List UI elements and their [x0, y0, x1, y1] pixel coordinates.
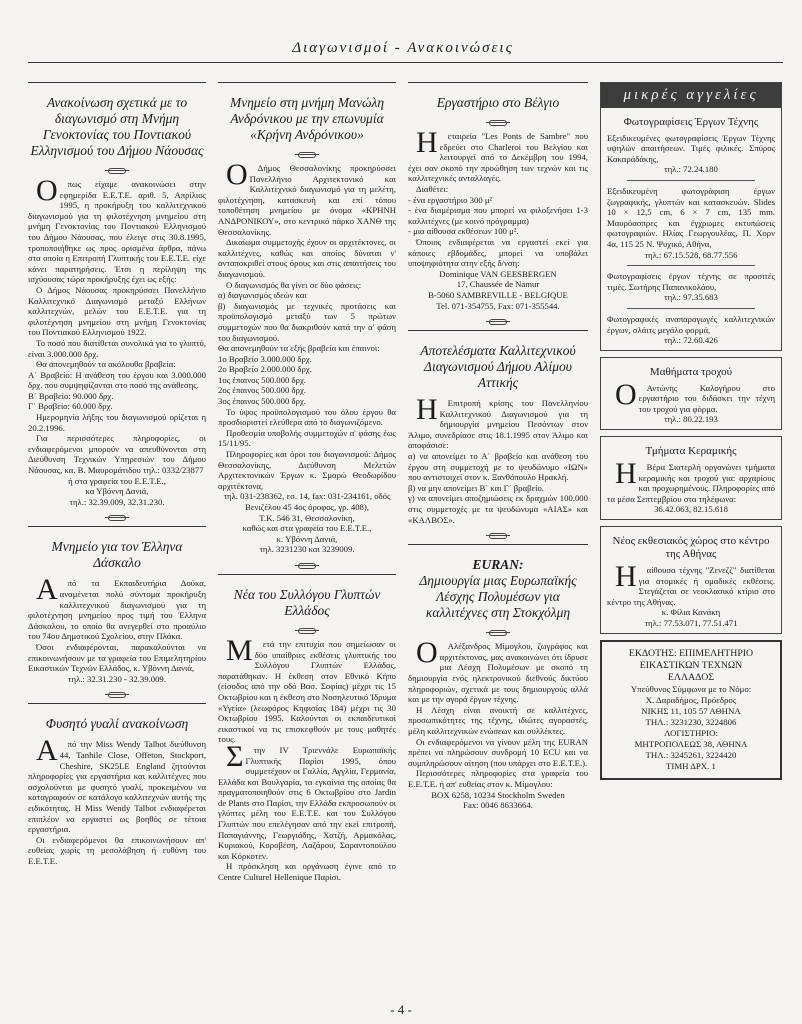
article-sculptors-association: [218, 574, 396, 883]
article-title: Εργαστήριο στο Βέλγιο: [436, 95, 560, 110]
contact-line: ή στα γραφεία του Ε.Ε.Τ.Ε.,: [68, 475, 166, 486]
article-title: Νέα του Συλλόγου Γλυπτών Ελλάδος: [233, 586, 381, 618]
contact-line: καθώς και στα γραφεία του Ε.Ε.Τ.Ε.,: [242, 523, 372, 534]
ad-entry: Ηαίθουσα τέχνης "Ζενεζζ" διατίθεται για ατομικές ή ομαδικές εκθέσεις. Στεγάζεται σε νεοκλασικό κτίριο στο κέντρο της Αθήνας.: [607, 560, 775, 607]
ad-phone: τηλ.: 72.60.426: [664, 335, 718, 346]
paragraph: Η πρόσκληση και οργάνωση έγινε από το Centre Culturel Hellenique Παρίσι.: [218, 861, 396, 883]
article-title: Μνημείο για τον Έλληνα Δάσκαλο: [51, 539, 183, 571]
paragraph: Το ύψος προϋπολογισμού του όλου έργου θα προσδιοριστεί ελεύθερα από το διαγωνιζόμενο.: [218, 406, 396, 428]
column-4-classifieds: [600, 82, 782, 780]
contact-line: Fax: 0046 8633664.: [463, 800, 533, 811]
ad-pottery-wheel: [600, 357, 782, 430]
article-euran: [408, 544, 588, 811]
paragraph: Δικαίωμα συμμετοχής έχουν οι αρχιτέκτονες, οι καλλιτέχνες, καθώς και οποίος δύναται ν' ανταποκριθεί στους όρους και στις απαιτήσεις του διαγωνισμού.: [218, 237, 396, 279]
paragraph: Β΄ Βραβείο: 90.000 δρχ.: [28, 390, 114, 401]
scroll-ornament-icon: [408, 317, 588, 326]
ad-title: Νέος εκθεσιακός χώρος στο κέντρο της Αθήνας: [612, 535, 770, 561]
scroll-ornament-icon: [28, 690, 206, 699]
list-item: - ένα διαμέρισμα που μπορεί να φιλοξενήσει 1-3 καλλιτέχνες (με κοινό πρόγραμμα): [408, 205, 588, 226]
article-teacher-monument: [28, 526, 206, 684]
ad-ceramics: [600, 436, 782, 520]
contact-line: 17, Chaussée de Namur: [456, 279, 540, 290]
paragraph: Οπως είχαμε ανακοινώσει στην εφημερίδα Ε.Ε.Τ.Ε. αριθ. 5, Απρίλιος 1995, η προκήρυξη του καλλιτεχνικού διαγωνισμού για τη φιλοτέχνηση μνημείου στη μνήμη Γενοκτονίας του Ποντιακού Ελληνισμού του Δήμου Νάουσας, που έλειγε στις 30.8.1995, τροποποιήθηκε ως προς ορισμένα άρθρα, πάνω στα οποία η Επιτροπή Γλυπτικής του Ε.Ε.Τ.Ε. είχε κάνει παρατηρήσεις. Έτσι η περίληψη της ισχύουσας τώρα προκήρυξης έχει ως εξής:: [28, 174, 206, 285]
paragraph: Θα απονεμηθούν τα εξής βραβεία και έπαινοι:: [218, 343, 380, 354]
publisher-line: ΤΗΛ.: 3231230, 3224806: [645, 716, 737, 727]
article-title: Δημιουργία μιας Ευρωπαϊκής Λέσχης Πολυμέσων για καλλιτέχνες στη Στοκχόλμη: [419, 573, 577, 621]
publisher-line: ΜΗΤΡΟΠΟΛΕΩΣ 38, ΑΘΗΝΑ: [634, 738, 748, 749]
paragraph: Μετά την επιτυχία που σημείωσαν οι δύο υπαίθριες εκθέσεις γλυπτικής του Συλλόγου Γλυπτών Ελλάδος, παρατάθηκαν. Η έκθεση στον Εθνικό Κήπο (είσοδος από την οδό Βασ. Σοφίας) μέχρι τις 15 Οκτωβρίου και η έκθεση στο Νοσηλευτικό Ίδρυμα «Υγεία» (λεωφόρος Κηφισίας 184) μέχρι τις 30 Οκτωβρίου 1995. Καλούνται οι εκπαιδευτικοί εικαστικοί να τις επισκεφθούν με τους μαθητές τους.: [218, 633, 396, 745]
classifieds-photo-box: [600, 82, 782, 351]
prize-line: 1ος έπαινος 500.000 δρχ.: [218, 374, 306, 385]
paragraph: Ο διαγωνισμός θα γίνει σε δύο φάσεις:: [226, 279, 362, 290]
publisher-line: ΕΚΔΟΤΗΣ: ΕΠΙΜΕΛΗΤΗΡΙΟ: [628, 647, 754, 659]
paragraph: Ηεταιρεία "Les Ponts de Sambre" που εδρεύει στο Charleroi του Βελγίου και λειτουργεί από το Δεκέμβρη του 1994, έχει σαν σκοπό την προώθηση των τεχνών και τις καλλιτεχνικές ανταλλαγές.: [408, 126, 588, 184]
paragraph: Θα απονεμηθούν τα ακόλουθα βραβεία:: [36, 359, 176, 370]
paragraph: Ημερομηνία λήξης του διαγωνισμού ορίζεται η 20.2.1996.: [28, 412, 206, 433]
ad-phone: 36.42.063, 82.15.618: [654, 504, 728, 515]
paragraph: Περισσότερες πληροφορίες στα γραφεία του Ε.Ε.Τ.Ε. ή απ' ευθείας στον κ. Μίμογλου:: [408, 768, 588, 789]
article-belgium-workshop: [408, 82, 588, 311]
list-item: γ) να απονείμει αποζημιώσεις εκ δραχμών 100.000 στις συμμετοχές με τα ψευδώνυμα «ΑΙΑΣ» και «ΚΑΛΒΟΣ».: [408, 493, 588, 525]
publisher-line: Υπεύθυνος Σύμφωνα με το Νόμο:: [630, 683, 752, 694]
classifieds-heading: μικρές αγγελίες: [601, 83, 781, 108]
publisher-line: ΕΙΚΑΣΤΙΚΩΝ ΤΕΧΝΩΝ: [639, 659, 743, 671]
ad-entry: Εξειδικευμένη φωτογράφιση έργων ζωγραφικής, γλυπτών και κατασκευών. Slides 10 × 12,5 cm, 6 × 7 cm, 135 mm. Μαυρόασπρες και έγχρωμες εκτυπώσεις φωτογραφιών. Ηλίας Γεωργουλέας, Π. Χορν 4α, 115 25 Ν. Ψυχικό, Αθήνα,: [607, 185, 775, 249]
paragraph: α) διαγωνισμός ιδεών και: [218, 290, 307, 301]
paragraph: Το ποσό που διατίθεται συνολικά για το γλυπτό, είναι 3.000.000 δρχ.: [28, 337, 206, 359]
divider: [627, 265, 755, 266]
paragraph: Διαθέτει:: [416, 183, 449, 194]
paragraph: Γ΄ Βραβείο: 60.000 δρχ.: [28, 401, 113, 412]
contact-line: B-5060 SAMBREVILLE - BELGIQUE: [428, 289, 568, 300]
paragraph: Στην IV Τριεννάλε Ευρωπαϊκής Γλυπτικής Παρίσι 1995, όπου συμμετέχουν οι Γαλλία, Αγγλία, Γερμανία, Ελλάδα και Βουλγαρία, τα εγκαίνια της οποίας θα πραγματοποιηθούν στις 6 Οκτωβρίου στο Jardin de Plants στο Παρίσι, την Ελλάδα εκπροσωπούν οι γλύπτες μέλη του Ε.Ε.Τ.Ε. και του Συλλόγου Γλυπτών που επελέγησαν από την εκεί επιτροπή, Παπαγιάννης, Γεωργιάδης, Χατζή, Αρμακόλας, Κυριακού, Κοροβέση, Λαζάρου, Σαραντοπούλου και Κόρκοτεν.: [218, 739, 396, 861]
ad-entry: Φωτογραφίσεις έργων τέχνης σε προσιτές τιμές. Σωτήρης Παπανικολάου,: [607, 271, 775, 292]
paragraph: Οι ενδιαφερόμενοι να γίνουν μέλη της EURAN πρέπει να πληρώσουν συνδρομή 10 ECU και να συμπληρώσουν αίτηση (που υπάρχει στο Ε.Ε.Τ.Ε.).: [408, 736, 588, 768]
ad-phone: τηλ.: 67.15.528, 68.77.556: [644, 249, 738, 260]
article-title: Φυσητό γυαλί ανακοίνωση: [45, 716, 189, 732]
publisher-line: ΤΗΛ.: 3245261, 3224420: [645, 749, 737, 760]
scroll-ornament-icon: [218, 561, 396, 570]
paragraph: Για περισσότερες πληροφορίες, οι ενδιαφερόμενοι μπορούν να απευθύνονται στη Διεύθυνση Τεχνικών Υπηρεσιών του Δήμου Νάουσας, κα. Β. Μαυρομάτιδου τηλ.: 0332/23877: [28, 433, 206, 476]
article-blown-glass: [28, 703, 206, 866]
publisher-line: Χ. Δαραδήμος, Πρόεδρος: [645, 694, 737, 705]
contact-line: BOX 6258, 10234 Stockholm Sweden: [431, 789, 565, 800]
article-title: Αποτελέσματα Καλλιτεχνικού Διαγωνισμού Δήμου Αλίμου Αττικής: [420, 343, 576, 391]
contact-phone: τηλ.: 32.39.009, 32.31.230.: [69, 496, 165, 507]
ad-phone: τηλ.: 97.35.683: [664, 292, 718, 303]
scroll-ornament-icon: [28, 513, 206, 522]
column-1: [28, 82, 206, 866]
contact-line: κα Υβόννη Δανιά,: [85, 486, 149, 497]
article-alimos-results: [408, 330, 588, 525]
paragraph: ΟΔήμος Θεσσαλονίκης προκηρύσσει Πανελλήνιο Αρχιτεκτονικό και Καλλιτεχνικό διαγωνισμό για τη μελέτη, φιλοτέχνηση, κατασκευή και επί τόπου τοποθέτηση μνημείου με όνομα «ΚΡΗΝΗ ΑΝΔΡΟΝΙΚΟΥ», στο κεντρικό πάρκο ΧΑΝΘ της Θεσσαλονίκης.: [218, 158, 396, 237]
ad-exhibition-space: [600, 526, 782, 634]
publisher-line: ΕΛΛΑΔΟΣ: [667, 671, 715, 683]
ad-phone: τηλ.: 80.22.193: [664, 414, 718, 425]
paragraph: Όποιος ενδιαφέρεται να εργαστεί εκεί για κάποιες εβδομάδες, μπορεί να υποβάλει υποψηφιότητα στην εξής δ/νση:: [408, 236, 588, 269]
paragraph: Πληροφορίες και όροι του διαγωνισμού: Δήμος Θεσσαλονίκης, Διεύθυνση Μελετών Αρχιτεκτονικών Έργων κ. Σμαρώ Θεοδωρίδου αρχιτέκτονα,: [218, 449, 396, 491]
ad-entry: Φωτογραφικές αναπαραγωγές καλλιτεχνικών έργων, σλάιτς μεγάλο φορμά,: [607, 313, 775, 335]
column-3: [408, 82, 588, 811]
article-title: Ανακοίνωση σχετικά με το διαγωνισμό στη Μνήμη Γενοκτονίας του Ποντιακού Ελληνισμού του Δήμου Νάουσας: [30, 95, 204, 158]
contact-phone: τηλ.: 32.31.230 - 32.39.009.: [68, 673, 166, 684]
paragraph: Α΄ Βραβείο: Η ανάθεση του έργου και 3.000.000 δρχ. που συμψηφίζονται στο ποσό της ανάθεσης.: [28, 369, 206, 391]
prize-line: 2ο Βραβείο 2.000.000 δρχ.: [218, 364, 312, 375]
article-naousa: [28, 82, 206, 507]
article-andronikos: [218, 82, 396, 555]
paragraph: Από τα Εκπαιδευτήρια Δούκα, αναμένεται πολύ σύντομα προκήρυξη καλλιτεχνικού διαγωνισμού για τη φιλοτέχνηση μνημείου προς τιμή του Έλληνα Δάσκαλου, το οποίο θα ανεγερθεί στο προαύλιο του 74ου Δημοτικού Σχολείου, στην Πλάκα.: [28, 573, 206, 642]
list-item: - ένα εργαστήριο 300 μ²: [408, 194, 493, 205]
ad-contact: κ. Φίλια Κανάκη: [661, 607, 721, 618]
paragraph: Η Λέσχη είναι ανοικτή σε καλλιτέχνες, προσωπικότητες της τέχνης, ιδιώτες αγοραστές, μέλη καλλιτεχνικών ενώσεων και συλλέκτες.: [408, 704, 588, 736]
prize-line: 3ος έπαινος 500.000 δρχ.: [218, 396, 306, 407]
contact-line: Dominique VAN GEESBERGEN: [439, 268, 557, 279]
ad-title: Μαθήματα τροχού: [649, 365, 733, 378]
paragraph: Όσοι ενδιαφέρονται, παρακαλούνται να επικοινωνήσουν με τα γραφεία του Επιμελητηρίου Εικαστικών Τεχνών Ελλάδος, κ. Υβόννη Δανιά,: [28, 641, 206, 674]
paragraph: Ο Δήμος Νάουσας προκηρύσσει Πανελλήνιο Καλλιτεχνικό Διαγωνισμό μεταξύ Ελλήνων καλλιτεχνών, μελών του Ε.Ε.Τ.Ε. για τη φιλοτέχνηση μνημείου στη μνήμη Γενοκτονίας του Ποντιακού Ελληνισμού 1922.: [28, 284, 206, 338]
list-item: β) να μην απονείμει Β΄ και Γ΄ βραβείο.: [408, 482, 544, 493]
article-title-bold: EURAN:: [472, 557, 524, 573]
ad-entry: ΟΑντώνης Καλογήρου στο εργαστήριο του διδάσκει την τέχνη του τροχού για φόρμα.: [615, 377, 775, 414]
contact-phone: τηλ. 3231230 και 3239009.: [259, 544, 355, 555]
publisher-line: ΝΙΚΗΣ 11, 105 57 ΑΘΗΝΑ: [641, 705, 741, 716]
list-item: α) να απονείμει το Α΄ βραβείο και ανάθεση του έργου στη συμμετοχή με το ψευδώνυμο «ΙΩΝ» που αντιστοιχεί στον κ. Ξανθόπουλο Ηρακλή.: [408, 451, 588, 483]
scroll-ornament-icon: [408, 531, 588, 540]
prize-line: 2ος έπαινος 500.000 δρχ.: [218, 385, 306, 396]
divider: [627, 180, 755, 181]
page-number: - 4 -: [390, 1002, 412, 1017]
publisher-box: [600, 640, 782, 780]
contact-line: τηλ. 031-238362, εσ. 14, fax: 031-234161, οδός Βενιζέλου 45 4ος όροφος, γρ. 408),: [223, 491, 391, 512]
paragraph: ΗΕπιτροπή κρίσης του Πανελληνίου Καλλιτεχνικού Διαγωνισμού για τη δημιουργία μνημείου Πεσόντων στον Άλιμο, συνεδρίασε στις 18.1.1995 στον Άλιμο και αποφάσισε:: [408, 393, 588, 451]
article-title: Μνημείο στη μνήμη Μανώλη Ανδρόνικου με την επωνυμία «Κρήνη Ανδρόνικου»: [229, 95, 385, 142]
contact-phone: Tel. 071-354755, Fax: 071-355544.: [436, 300, 560, 311]
contact-line: κ. Υβόννη Δανιά,: [276, 533, 338, 544]
ad-title: Φωτογραφίσεις Έργων Τέχνης: [623, 115, 759, 128]
divider: [627, 308, 755, 309]
paragraph: β) διαγωνισμός με τεχνικές προτάσεις και προϋπολογισμό μεταξύ των 5 πρώτων συμμετοχών που θα διακριθούν κατά την α' φάση του διαγωνισμού.: [218, 300, 396, 343]
list-item: - μια αίθουσα εκθέσεων 100 μ².: [408, 226, 519, 237]
ad-entry: Εξειδικευμένες φωτογραφίσεις Έργων Τέχνης υψηλών απαιτήσεων. Τιμές φιλικές. Σπύρος Κακαράδάκης,: [607, 132, 775, 164]
ad-phone: τηλ.: 77.53.071, 77.51.471: [644, 618, 738, 628]
contact-line: Τ.Κ. 546 31, Θεσσαλονίκη,: [259, 512, 355, 523]
ad-phone: τηλ.: 72.24.180: [664, 164, 718, 175]
paragraph: Προθεσμία υποβολής συμμετοχών α' φάσης έως 15/11/95.: [218, 427, 396, 449]
publisher-line: ΛΟΓΙΣΤΗΡΙΟ:: [664, 727, 718, 738]
ad-entry: ΗΒέρα Σιατερλή οργανώνει τμήματα κεραμικής και τροχού για: αρχαρίους και προχωρημένους. Πληροφορίες από τα μέσα Σεπτεμβρίου στα τηλέφωνα:: [607, 457, 775, 504]
paragraph: Οι ενδιαφερόμενοι θα επικοινωνήσουν απ' ευθείας χωρίς τη μεσολάβηση ή ευθύνη του Ε.Ε.Τ.Ε.: [28, 834, 206, 866]
header-rule: [28, 62, 783, 63]
prize-line: 1ο Βραβείο 3.000.000 δρχ.: [218, 353, 312, 364]
paragraph: Από την Miss Wendy Talbot διεύθυνση 44, Tanhile Close, Offeton, Stockport, Cheshire, SK25LE England ζητούνται πληροφορίες για εργαστήρια και καλλιτέχνες που ασχολούνται με φυσητό γυαλί, προκειμένου να καταγραφούν σε κατάλογο καλλιτεχνών αυτής της ειδικότητας. Η Miss Wendy Talbot ενδιαφέρεται επιπλέον να εργαστεί ως βοηθός σε τέτοια εργαστήρια.: [28, 734, 206, 835]
page-header: Διαγωνισμοί - Ανακοινώσεις: [292, 40, 514, 56]
column-2: [218, 82, 396, 883]
publisher-line: ΤΙΜΗ ΔΡΧ. 1: [666, 760, 716, 771]
ad-title: Τμήματα Κεραμικής: [645, 445, 737, 458]
paragraph: ΟΑλέξανδρος Μίμογλου, ζωγράφος και αρχιτέκτονας, μας ανακοινώνει ότι ίδρυσε μια Λέσχη Πολυμέσων με σκοπό τη δημιουργία ενός ηλεκτρονικού διεθνούς δικτύου πληροφοριών, σχετικά με τους δημιουργούς αλλά και με την αγορά έργων τέχνης.: [408, 636, 588, 705]
